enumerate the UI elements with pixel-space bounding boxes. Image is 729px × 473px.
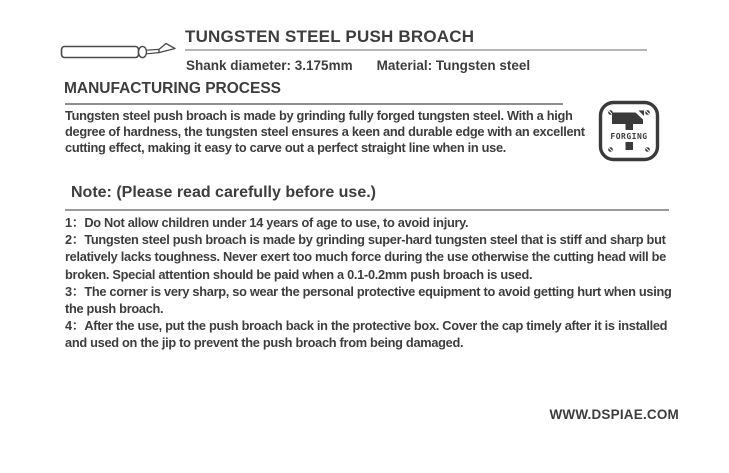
push-broach-drawing — [60, 38, 178, 64]
note-heading: Note: (Please read carefully before use.) — [71, 184, 376, 201]
spec-line — [186, 57, 530, 75]
note-list — [65, 214, 677, 352]
title-divider — [185, 49, 647, 51]
note-item-2: 2：Tungsten steel push broach is made by grinding super-hard tungsten steel that is stiff and sharp but relatively lacks toughness. Never exert too much force during the use otherwise the cutting head will be broken. Special attention should be paid when a 0.1-0.2mm push broach is used. — [65, 232, 666, 282]
shank-diameter-spec: Shank diameter: 3.175mm — [186, 58, 353, 73]
note-item-4: 4：After the use, put the push broach back in the protective box. Cover the cap timely after it is installed and used on the jip to prevent the push broach from being damaged. — [65, 318, 668, 351]
manufacturing-heading: MANUFACTURING PROCESS — [64, 80, 282, 97]
forging-badge-label: FORGING — [605, 130, 653, 142]
push-broach-icon — [60, 38, 178, 64]
manufacturing-divider — [65, 103, 563, 105]
page-title: TUNGSTEN STEEL PUSH BROACH — [185, 27, 475, 46]
note-divider — [65, 209, 669, 211]
material-spec: Material: Tungsten steel — [376, 58, 531, 73]
manufacturing-body: Tungsten steel push broach is made by grinding fully forged tungsten steel. With a high degree of hardness, the tungsten steel ensures a keen and durable edge with an excellent cutting effect, making it easy to carve out a perfect straight line when in use. — [65, 108, 585, 155]
note-item-1: 1：Do Not allow children under 14 years of age to use, to avoid injury. — [65, 215, 469, 230]
note-item-3: 3：The corner is very sharp, so wear the personal protective equipment to avoid getting hurt when using the push broach. — [65, 283, 672, 317]
website-url: WWW.DSPIAE.COM — [549, 407, 679, 422]
forging-badge — [598, 100, 660, 162]
